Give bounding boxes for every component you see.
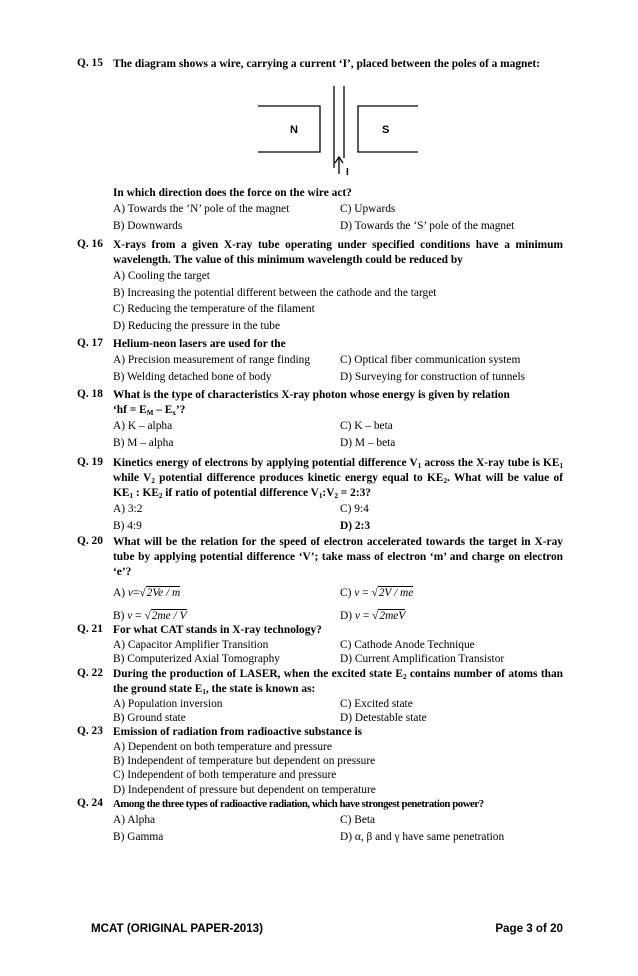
formula-part: ’?	[175, 404, 186, 416]
option-c: C) Optical fiber communication system	[340, 354, 521, 366]
subscript: 2	[334, 492, 338, 500]
question-text-line-1: What is the type of characteristics X-ray photon whose energy is given by relation	[113, 389, 510, 401]
text-part: contains number of atoms than the ground state E	[113, 668, 563, 695]
question-17	[77, 337, 563, 385]
options	[113, 697, 563, 725]
subscript: 1	[417, 462, 422, 470]
option-a: A) 3:2	[113, 503, 143, 515]
options	[113, 201, 563, 234]
option-d: D) Independent of pressure but dependent on temperature	[113, 783, 376, 796]
question-20	[77, 535, 563, 628]
question-number: Q. 24	[77, 797, 103, 809]
radicand: 2me / V	[151, 610, 187, 622]
equals-sign: =	[132, 587, 140, 599]
sqrt-sign: √	[144, 610, 151, 622]
option-d: D) α, β and γ have same penetration	[340, 830, 505, 843]
option-b: B) Increasing the potential different between the cathode and the target	[113, 286, 437, 299]
option-b: B) Ground state	[113, 712, 186, 725]
question-19	[77, 456, 563, 534]
option-d: D) Current Amplification Transistor	[340, 653, 505, 666]
subscript: 1	[559, 462, 563, 470]
formula-part: – E	[153, 404, 173, 416]
text-part: Kinetics energy of electrons by applying potential difference V	[113, 457, 418, 469]
text-part: :V	[322, 487, 335, 499]
question-18	[77, 388, 563, 451]
option-a	[113, 582, 340, 605]
radicand: 2V / me	[378, 587, 414, 599]
option-b: B) Welding detached bone of body	[113, 370, 272, 383]
south-label: S	[382, 124, 390, 136]
question-22	[77, 667, 563, 725]
options	[113, 268, 563, 334]
subscript: 1	[129, 492, 133, 500]
magnet-wire-diagram	[258, 86, 418, 176]
option-a: A) Cooling the target	[113, 270, 210, 282]
question-text: What will be the relation for the speed of electron accelerated towards the target in X-ray tube by applying potential difference ‘V’; take mass of electron ‘m’ and charge on electron ‘e’?	[113, 536, 563, 578]
north-label: N	[290, 124, 298, 136]
subscript: 1	[202, 688, 206, 696]
question-text	[113, 667, 563, 697]
question-15	[77, 57, 563, 72]
options	[113, 638, 563, 666]
option-c: C) Independent of both temperature and pressure	[113, 769, 337, 782]
question-number: Q. 16	[77, 238, 103, 250]
equals-sign: =	[135, 610, 142, 622]
question-number: Q. 18	[77, 388, 103, 400]
sqrt-sign: √	[371, 587, 378, 599]
option-d: D) Towards the ‘S’ pole of the magnet	[340, 219, 515, 232]
question-number: Q. 21	[77, 623, 103, 635]
option-a: A) Capacitor Amplifier Transition	[113, 639, 269, 651]
option-c: C) Cathode Anode Technique	[340, 639, 475, 651]
formula-lhs: v	[127, 610, 133, 622]
option-c: C) Excited state	[340, 698, 413, 710]
option-c: C) Beta	[340, 814, 376, 826]
option-a: A) K – alpha	[113, 420, 173, 432]
question-21	[77, 623, 563, 666]
option-b: B) Gamma	[113, 830, 164, 843]
question-16	[77, 238, 563, 334]
subscript: 2	[402, 673, 407, 681]
options	[113, 418, 563, 451]
sqrt-sign: √	[139, 587, 146, 599]
option-a: A) Population inversion	[113, 698, 223, 710]
radicand: 2Ve / m	[146, 587, 181, 599]
question-text: Among the three types of radioactive radiation, which have strongest penetration power?	[113, 798, 484, 810]
question-24	[77, 797, 563, 845]
question-number: Q. 20	[77, 535, 103, 547]
option-d: D) Reducing the pressure in the tube	[113, 319, 281, 332]
formula-part: ‘hf = E	[113, 404, 147, 416]
option-d: D) M – beta	[340, 436, 396, 449]
sqrt-sign: √	[372, 610, 379, 622]
subscript: 2	[158, 492, 163, 500]
option-c	[340, 582, 563, 605]
option-a: A) Towards the ‘N’ pole of the magnet	[113, 203, 290, 215]
options	[113, 740, 563, 797]
text-part: . What will be value of KE	[113, 472, 564, 499]
question-15-part-2	[77, 186, 563, 234]
text-part: across the X-ray tube is KE	[421, 457, 560, 469]
option-b: B) Downwards	[113, 219, 183, 232]
question-number: Q. 17	[77, 337, 103, 349]
option-c: C) K – beta	[340, 420, 393, 432]
option-c: C) Upwards	[340, 203, 396, 215]
text-part: , the state is known as:	[205, 683, 316, 695]
question-text: Helium-neon lasers are used for the	[113, 338, 286, 350]
question-text: In which direction does the force on the wire act?	[113, 187, 352, 199]
question-number: Q. 23	[77, 725, 103, 737]
formula-lhs: v	[127, 587, 133, 599]
text-part: while V	[113, 472, 152, 484]
option-c: C) Reducing the temperature of the filament	[113, 303, 315, 316]
option-label: B)	[113, 610, 125, 622]
radicand: 2meV	[379, 610, 406, 622]
formula-lhs: v	[354, 610, 360, 622]
question-number: Q. 19	[77, 456, 103, 468]
text-part: During the production of LASER, when the excited state E	[113, 668, 403, 680]
option-label: D)	[340, 610, 353, 622]
subscript: 1	[318, 492, 323, 500]
options	[113, 582, 563, 628]
text-part: : KE	[132, 487, 159, 499]
question-text: The diagram shows a wire, carrying a current ‘I’, placed between the poles of a magnet:	[113, 58, 540, 70]
equals-sign: =	[362, 587, 369, 599]
question-23	[77, 725, 563, 797]
subscript: 2	[443, 477, 447, 485]
question-number: Q. 15	[77, 57, 103, 69]
option-b: B) Independent of temperature but dependent on pressure	[113, 755, 376, 768]
question-number: Q. 22	[77, 667, 103, 679]
option-label: C)	[340, 587, 352, 599]
current-label: I	[346, 167, 349, 176]
text-part: = 2:3?	[337, 487, 372, 499]
options	[113, 501, 563, 534]
subscript: 2	[151, 477, 155, 485]
option-d: D) 2:3	[340, 519, 371, 532]
question-text: For what CAT stands in X-ray technology?	[113, 624, 322, 636]
formula-lhs: v	[354, 587, 360, 599]
question-text	[113, 456, 563, 501]
footer-page-number: Page 3 of 20	[495, 922, 563, 935]
formula-subscript: M	[146, 409, 154, 417]
text-part: if ratio of potential difference V	[162, 487, 319, 499]
option-d: D) Surveying for construction of tunnels	[340, 370, 526, 383]
option-b: B) Computerized Axial Tomography	[113, 653, 280, 666]
options	[113, 812, 563, 845]
question-text: Emission of radiation from radioactive substance is	[113, 726, 363, 738]
option-a: A) Alpha	[113, 814, 156, 826]
question-text: X-rays from a given X-ray tube operating under specified conditions have a minimum wavelength. The value of this minimum wavelength could be reduced by	[113, 239, 563, 266]
option-a: A) Precision measurement of range finding	[113, 354, 311, 366]
equals-sign: =	[362, 610, 370, 622]
question-text	[113, 388, 563, 418]
option-b: B) M – alpha	[113, 436, 174, 449]
option-b: B) 4:9	[113, 519, 142, 532]
footer-paper-title: MCAT (ORIGINAL PAPER-2013)	[91, 922, 263, 935]
north-pole-outline	[258, 106, 320, 152]
option-a: A) Dependent on both temperature and pressure	[113, 741, 332, 753]
formula-subscript: x	[172, 409, 176, 417]
option-label: A)	[113, 587, 126, 599]
option-c: C) 9:4	[340, 503, 369, 515]
text-part: potential difference produces kinetic energy equal to KE	[154, 472, 444, 484]
options	[113, 352, 563, 385]
option-d: D) Detestable state	[340, 712, 427, 725]
